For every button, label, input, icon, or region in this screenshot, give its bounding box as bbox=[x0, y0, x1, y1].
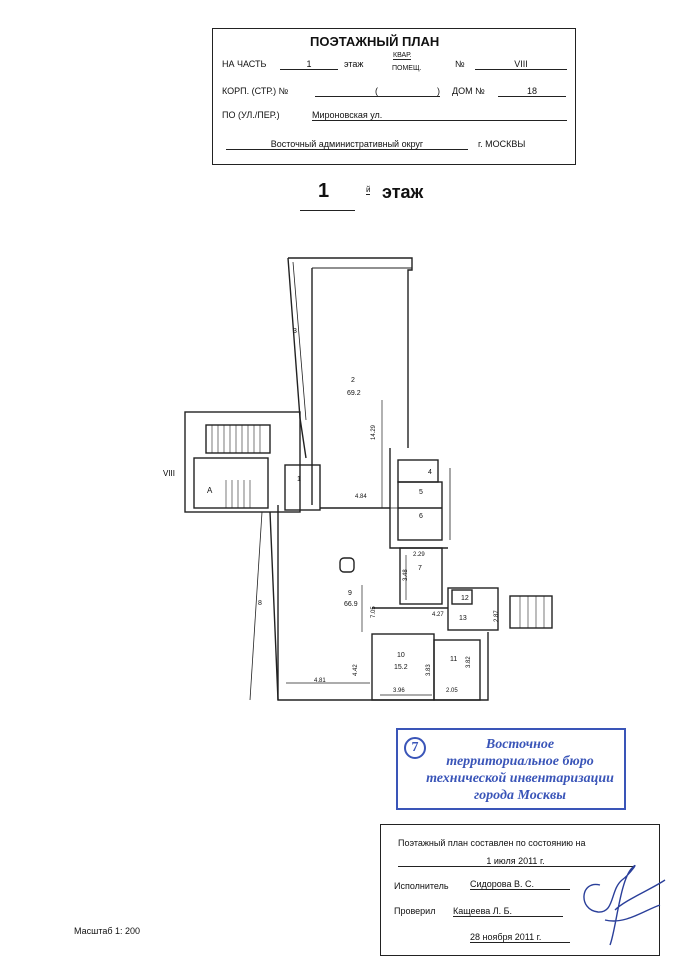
dim-14-29: 14.29 bbox=[371, 424, 377, 440]
checker-name: Кащеева Л. Б. bbox=[453, 906, 563, 917]
scale-text: Масштаб 1: 200 bbox=[74, 926, 141, 936]
stamp-line-2: территориальное бюро bbox=[446, 754, 594, 769]
dim-3-48: 3.48 bbox=[403, 569, 409, 581]
stamp-line-4: города Москвы bbox=[474, 788, 566, 803]
room-label-8: 8 bbox=[258, 600, 262, 607]
executor-label: Исполнитель bbox=[394, 881, 449, 891]
room-label-12: 12 bbox=[461, 595, 469, 602]
room-label-4: 4 bbox=[428, 469, 432, 476]
dim-4-27: 4.27 bbox=[432, 612, 444, 618]
room-label-9: 9 bbox=[348, 590, 352, 597]
part-label: НА ЧАСТЬ bbox=[222, 59, 267, 69]
house-label: ДОМ № bbox=[452, 86, 485, 96]
stamp-line-3: технической инвентаризации bbox=[426, 771, 614, 786]
room-label-10: 10 bbox=[397, 652, 405, 659]
executor-name: Сидорова В. С. bbox=[470, 879, 570, 890]
premises-number: VIII bbox=[475, 59, 567, 70]
dim-7-05: 7.05 bbox=[371, 606, 377, 618]
pomesch-label: ПОМЕЩ. bbox=[392, 65, 422, 72]
street-label: ПО (УЛ./ПЕР.) bbox=[222, 110, 280, 120]
kvar-label: КВАР. bbox=[393, 52, 412, 59]
room-label-11: 11 bbox=[450, 656, 458, 663]
room-label-5: 5 bbox=[419, 489, 423, 496]
room-label-2: 2 bbox=[351, 377, 355, 384]
dim-2-05: 2.05 bbox=[446, 688, 458, 694]
signature-image bbox=[570, 850, 670, 950]
entrance-label: VIII bbox=[163, 469, 176, 478]
floor-word: этаж bbox=[382, 182, 424, 202]
stamp-number: 7 bbox=[404, 737, 426, 759]
dim-3-82: 3.82 bbox=[466, 656, 472, 668]
room-label-13: 13 bbox=[459, 615, 467, 622]
dim-4-81: 4.81 bbox=[314, 678, 326, 684]
room-label-1: 1 bbox=[297, 476, 301, 483]
room-label-7: 7 bbox=[418, 565, 422, 572]
room-area-10: 15.2 bbox=[394, 664, 408, 671]
checker-label: Проверил bbox=[394, 906, 436, 916]
dim-4-84: 4.84 bbox=[355, 494, 367, 500]
dim-4-42: 4.42 bbox=[353, 664, 359, 676]
korp-paren-open: ( bbox=[375, 86, 378, 96]
room-area-9: 66.9 bbox=[344, 601, 358, 608]
floor-suffix: й bbox=[366, 185, 371, 194]
sign-date: 28 ноября 2011 г. bbox=[470, 932, 570, 943]
room-label-3: 3 bbox=[293, 328, 297, 335]
room-label-6: 6 bbox=[419, 513, 423, 520]
street-value: Мироновская ул. bbox=[312, 110, 567, 121]
city-value: г. МОСКВЫ bbox=[478, 139, 526, 149]
state-date: 1 июля 2011 г. bbox=[398, 856, 633, 867]
dim-3-96: 3.96 bbox=[393, 688, 405, 694]
bti-stamp bbox=[396, 728, 626, 810]
district-value: Восточный административный округ bbox=[226, 139, 468, 150]
floor-word-header: этаж bbox=[344, 59, 364, 69]
dim-3-83: 3.83 bbox=[426, 664, 432, 676]
number-sign: № bbox=[455, 59, 465, 69]
dim-2-87: 2.87 bbox=[494, 610, 500, 622]
state-text: Поэтажный план составлен по состоянию на bbox=[398, 838, 586, 848]
stamp-line-1: Восточное bbox=[485, 737, 555, 752]
korp-paren-close: ) bbox=[437, 86, 440, 96]
floor-number: 1 bbox=[318, 180, 330, 202]
dim-2-29: 2.29 bbox=[413, 552, 425, 558]
room-area-2: 69.2 bbox=[347, 390, 361, 397]
plan-title: ПОЭТАЖНЫЙ ПЛАН bbox=[310, 34, 440, 49]
room-label-a: А bbox=[207, 486, 213, 495]
korp-label: КОРП. (СТР.) № bbox=[222, 86, 289, 96]
house-value: 18 bbox=[498, 86, 566, 97]
part-value: 1 bbox=[280, 59, 338, 70]
